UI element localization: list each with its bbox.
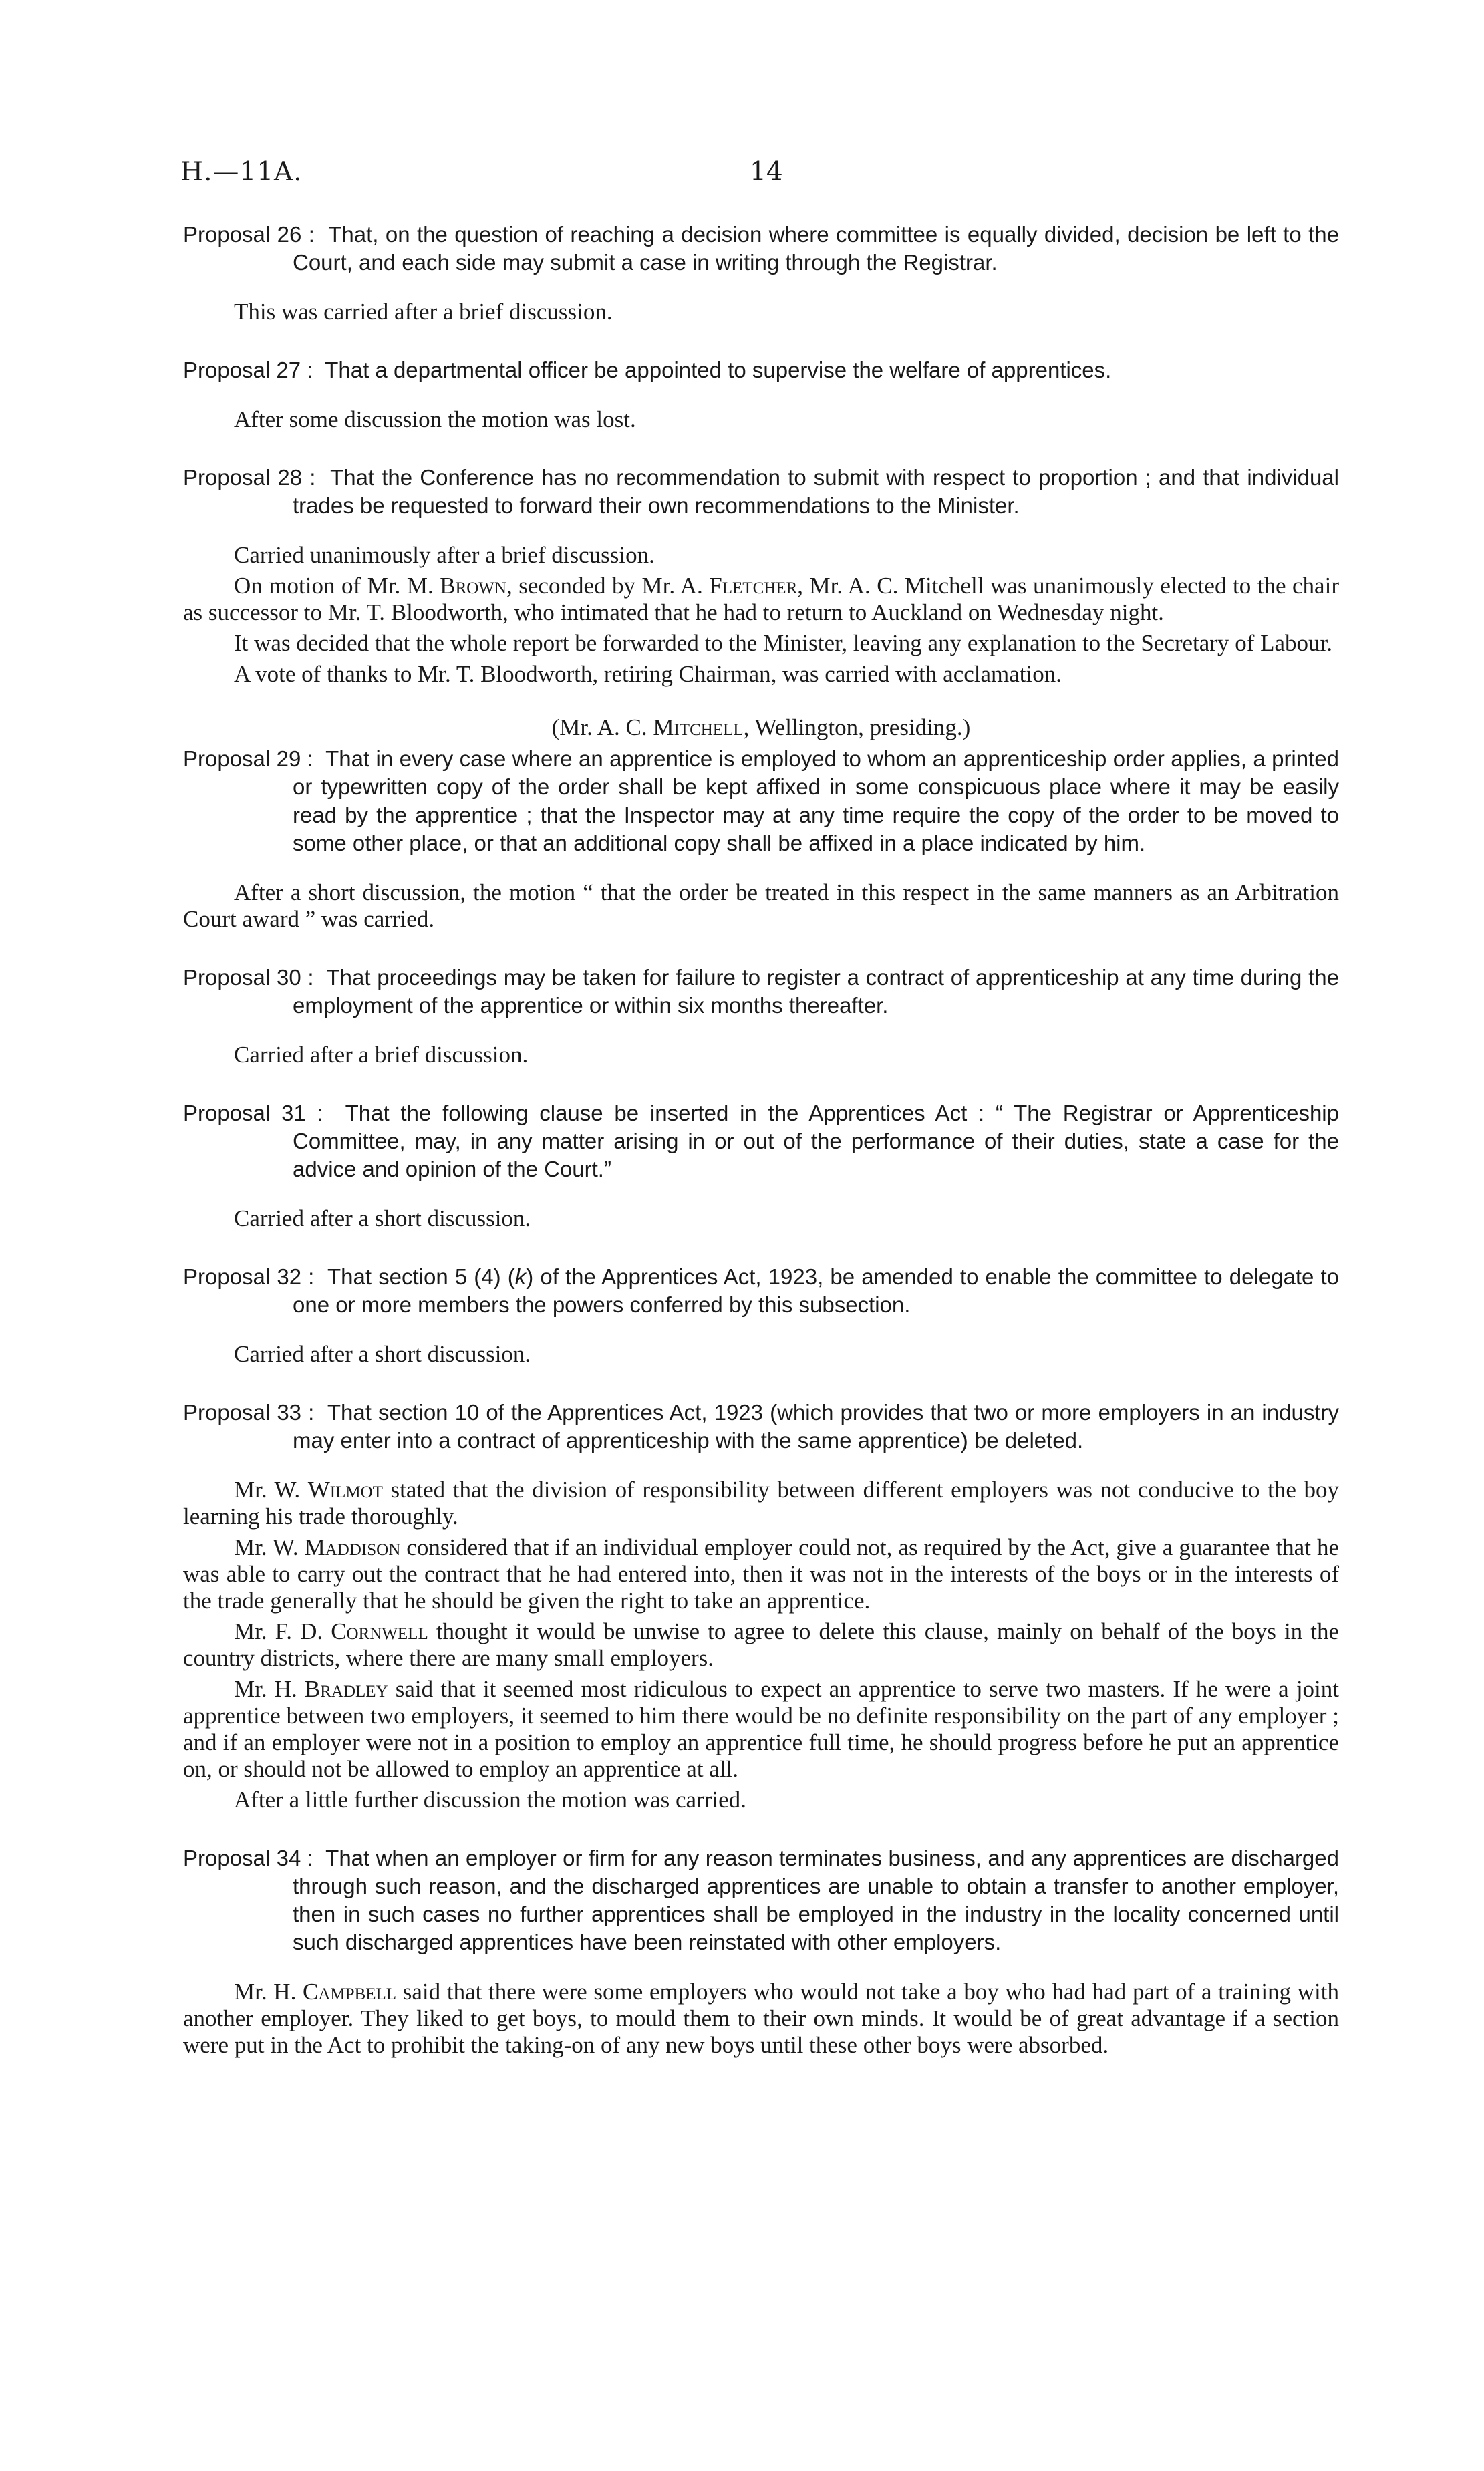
proposal-text-a: That section 5 (4) ( — [327, 1264, 515, 1289]
person-name: Bradley — [304, 1676, 388, 1702]
proposal-30-outcome: Carried after a brief discussion. — [234, 1042, 529, 1068]
bradley-statement — [183, 1676, 1339, 1783]
text-run: , Mr. A. C. Mitchell was unanimously elected to the chair as successor to Mr. T. Bloodworth, who intimated that he had to return to Auckland on Wednesday night. — [183, 573, 1339, 625]
proposal-text: That when an employer or firm for any reason terminates business, and any apprentices are discharged through such reason, and the discharged apprentices are unable to obtain a transfer to another employer, then in such cases no further apprentices shall be employed in the industry in the locality concerned until such discharged apprentices have been reinstated with other employers. — [293, 1846, 1339, 1954]
text-run: Mr. F. D. — [234, 1618, 331, 1644]
proposal-26 — [183, 221, 1339, 277]
text-run: said that it seemed most ridiculous to expect an apprentice to serve two masters. If he were a joint apprentice between two employers, it seemed to him there would be no definite responsibility on the part of any employer ; and if an employer were not in a position to employ an apprentice full time, he should progress before he put an apprentice on, or should not be allowed to employ an apprentice at all. — [183, 1676, 1339, 1782]
text-run: Mr. H. — [234, 1676, 305, 1702]
proposal-32-outcome: Carried after a short discussion. — [234, 1341, 531, 1367]
report-forward-paragraph: It was decided that the whole report be forwarded to the Minister, leaving any explanation to the Secretary of Labour. — [234, 630, 1333, 656]
proposal-27 — [183, 356, 1339, 384]
text-run: , seconded by Mr. A. — [506, 573, 710, 599]
proposal-34 — [183, 1844, 1339, 1956]
proposal-text: That, on the question of reaching a decision where committee is equally divided, decision be left to the Court, and each side may submit a case in writing through the Registrar. — [293, 222, 1339, 275]
proposal-label: Proposal 28 : — [183, 465, 316, 490]
page-body — [183, 221, 1339, 2059]
proposal-text-k: k — [514, 1264, 527, 1289]
person-name: Wilmot — [307, 1477, 383, 1503]
presiding-line — [183, 714, 1339, 741]
proposal-text: That the following clause be inserted in the Apprentices Act : “ The Registrar or Apprenticeship Committee, may, in any matter arising in or out of the performance of their duties, state a case for the advice and opinion of the Court.” — [293, 1101, 1339, 1181]
proposal-label: Proposal 30 : — [183, 965, 314, 990]
proposal-29 — [183, 745, 1339, 857]
person-name: Mitchell — [653, 714, 744, 740]
text-run: Mr. W. — [234, 1477, 308, 1503]
person-name: Fletcher — [709, 573, 798, 599]
text-run: Mr. W. — [234, 1534, 305, 1560]
maddison-statement — [183, 1534, 1339, 1614]
proposal-31-outcome: Carried after a short discussion. — [234, 1205, 531, 1231]
text-run: Mr. H. — [234, 1979, 303, 2005]
proposal-32 — [183, 1263, 1339, 1319]
proposal-label: Proposal 31 : — [183, 1101, 323, 1125]
proposal-26-outcome: This was carried after a brief discussion. — [234, 299, 613, 325]
text-run: stated that the division of responsibility between different employers was not conducive to the boy learning his trade thoroughly. — [183, 1477, 1339, 1530]
vote-of-thanks-paragraph: A vote of thanks to Mr. T. Bloodworth, retiring Chairman, was carried with acclamation. — [234, 661, 1062, 687]
proposal-text: That the Conference has no recommendation to submit with respect to proportion ; and that individual trades be requested to forward their own recommendations to the Minister. — [293, 465, 1339, 518]
proposal-label: Proposal 33 : — [183, 1400, 315, 1425]
cornwell-statement — [183, 1618, 1339, 1672]
proposal-33-outcome: After a little further discussion the motion was carried. — [234, 1787, 746, 1813]
person-name: Brown — [440, 573, 506, 599]
proposal-text: That proceedings may be taken for failure to register a contract of apprenticeship at any time during the employment of the apprentice or within six months thereafter. — [293, 965, 1339, 1018]
person-name: Cornwell — [331, 1618, 428, 1644]
proposal-label: Proposal 34 : — [183, 1846, 313, 1870]
proposal-label: Proposal 32 : — [183, 1264, 315, 1289]
proposal-text: That a departmental officer be appointed to supervise the welfare of apprentices. — [325, 357, 1112, 382]
campbell-statement — [183, 1979, 1339, 2059]
proposal-28 — [183, 464, 1339, 520]
proposal-33 — [183, 1399, 1339, 1455]
text-run: (Mr. A. C. — [551, 714, 653, 740]
text-run: considered that if an individual employer could not, as required by the Act, give a guarantee that he was able to carry out the contract that he had entered into, then it was not in the interests of the boys or in the interests of the trade generally that he should be given the right to take an apprentice. — [183, 1534, 1339, 1614]
text-run: said that there were some employers who would not take a boy who had had part of a training with another employer. They liked to get boys, to mould them to their own minds. It would be of great advantage if a section were put in the Act to prohibit the taking-on of any new boys until these other boys were absorbed. — [183, 1979, 1339, 2058]
page-number: 14 — [750, 157, 783, 187]
text-run: thought it would be unwise to agree to delete this clause, mainly on behalf of the boys in the country districts, where there are many small employers. — [183, 1618, 1339, 1671]
person-name: Campbell — [303, 1979, 397, 2005]
proposal-label: Proposal 27 : — [183, 357, 313, 382]
person-name: Maddison — [304, 1534, 401, 1560]
text-run: , Wellington, presiding.) — [743, 714, 971, 740]
chair-motion-paragraph — [183, 573, 1339, 626]
proposal-label: Proposal 29 : — [183, 746, 313, 771]
proposal-30 — [183, 964, 1339, 1020]
wilmot-statement — [183, 1477, 1339, 1530]
proposal-label: Proposal 26 : — [183, 222, 315, 247]
proposal-29-outcome: After a short discussion, the motion “ that the order be treated in this respect in the same manners as an Arbitration Court award ” was carried. — [183, 879, 1339, 932]
proposal-27-outcome: After some discussion the motion was lost. — [234, 406, 636, 432]
proposal-31 — [183, 1099, 1339, 1183]
proposal-text: That section 10 of the Apprentices Act, 1923 (which provides that two or more employers in an industry may enter into a contract of apprenticeship with the same apprentice) be deleted. — [293, 1400, 1339, 1453]
text-run: On motion of Mr. M. — [234, 573, 440, 599]
proposal-text-b: ) of the Apprentices Act, 1923, be amended to enable the committee to delegate to one or more members the powers conferred by this subsection. — [293, 1264, 1339, 1317]
document-reference: H.—11A. — [180, 157, 303, 187]
proposal-text: That in every case where an apprentice is employed to whom an apprenticeship order applies, a printed or typewritten copy of the order shall be kept affixed in some conspicuous place where it may be easily read by the apprentice ; that the Inspector may at any time require the copy of the order to be moved to some other place, or that an additional copy shall be affixed in a place indicated by him. — [293, 746, 1339, 855]
proposal-28-outcome: Carried unanimously after a brief discussion. — [234, 542, 655, 568]
page-header — [180, 157, 1343, 197]
